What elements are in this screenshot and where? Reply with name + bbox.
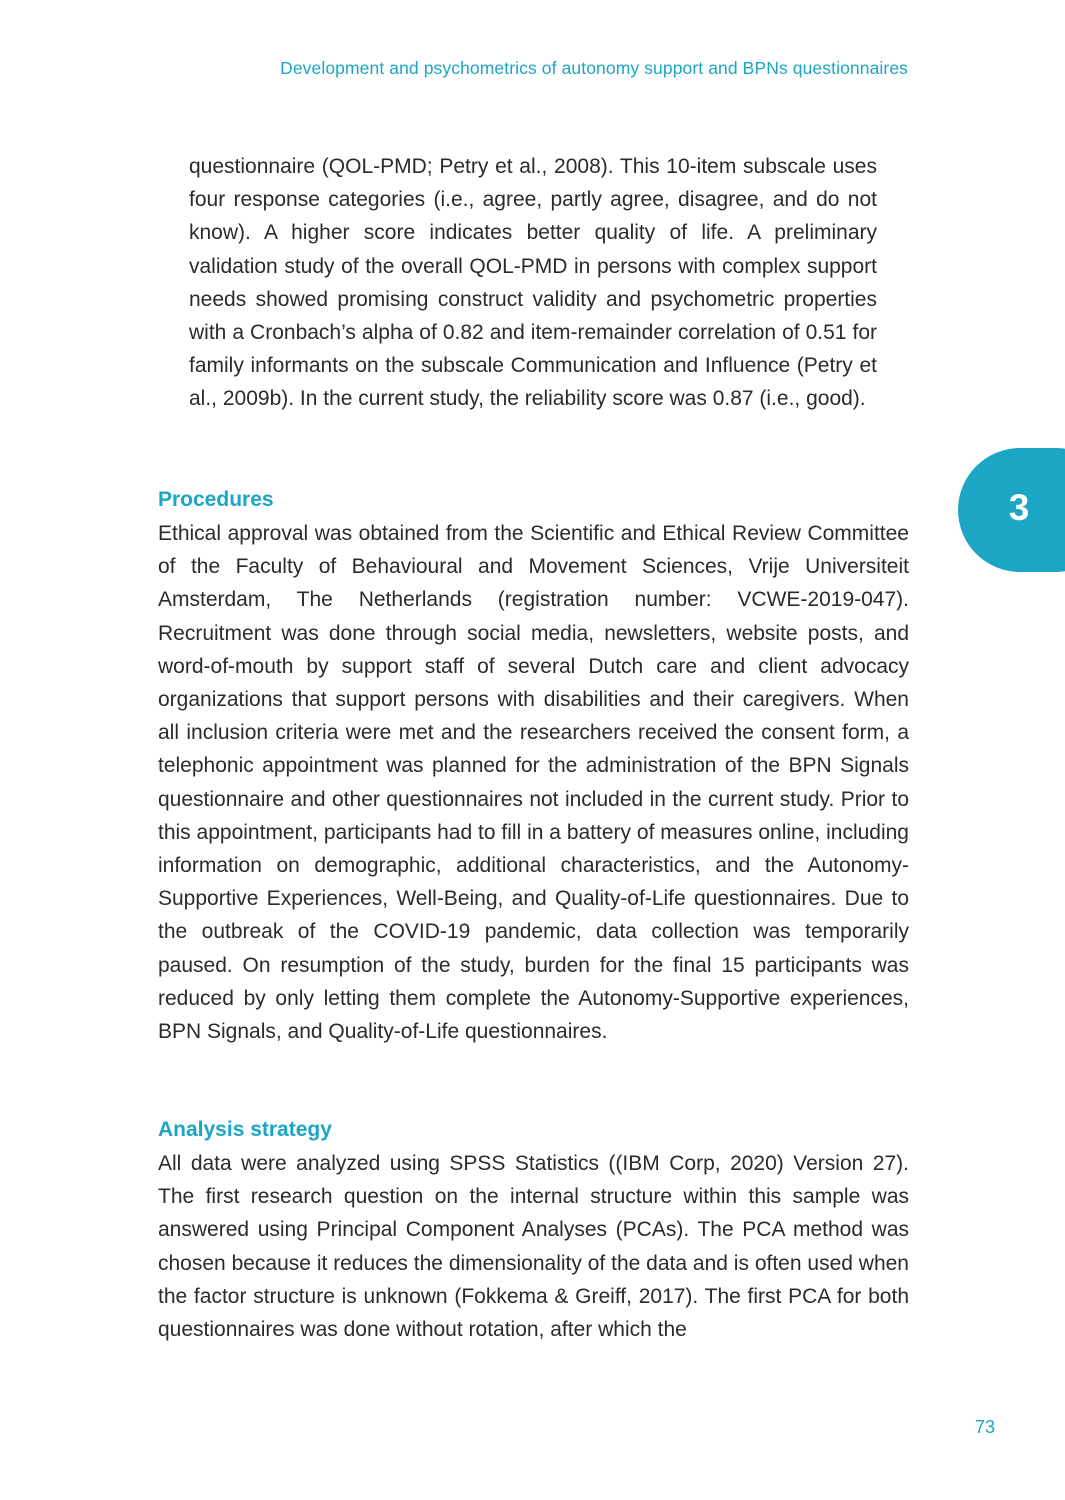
- qol-paragraph: questionnaire (QOL-PMD; Petry et al., 2008). This 10-item subscale uses four response categories (i.e., agree, partly agree, disagree, and do not know). A higher score indicates better quality of life. A preliminary validation study of the overall QOL-PMD in persons with complex support needs showed promising construct validity and psychometric properties with a Cronbach’s alpha of 0.82 and item-remainder correlation of 0.51 for family informants on the subscale Communication and Influence (Petry et al., 2009b). In the current study, the reliability score was 0.87 (i.e., good).: [189, 155, 877, 411]
- procedures-heading: Procedures: [158, 488, 274, 511]
- running-header: Development and psychometrics of autonomy support and BPNs questionnaires: [280, 58, 908, 78]
- analysis-strategy-paragraph: All data were analyzed using SPSS Statistics ((IBM Corp, 2020) Version 27). The first research question on the internal structure within this sample was answered using Principal Component Analyses (PCAs). The PCA method was chosen because it reduces the dimensionality of the data and is often used when the factor structure is unknown (Fokkema & Greiff, 2017). The first PCA for both questionnaires was done without rotation, after which the: [158, 1152, 909, 1342]
- analysis-strategy-heading: Analysis strategy: [158, 1118, 332, 1141]
- procedures-paragraph: Ethical approval was obtained from the Scientific and Ethical Review Committee of the Faculty of Behavioural and Movement Sciences, Vrije Universiteit Amsterdam, The Netherlands (registration number: VCWE-2019-047). Recruitment was done through social media, newsletters, website posts, and word-of-mouth by support staff of several Dutch care and client advocacy organizations that support persons with disabilities and their caregivers. When all inclusion criteria were met and the researchers received the consent form, a telephonic appointment was planned for the administration of the BPN Signals questionnaire and other questionnaires not included in the current study. Prior to this appointment, participants had to fill in a battery of measures online, including information on demographic, additional characteristics, and the Autonomy-Supportive Experiences, Well-Being, and Quality-of-Life questionnaires. Due to the outbreak of the COVID-19 pandemic, data collection was temporarily paused. On resumption of the study, burden for the final 15 participants was reduced by only letting them complete the Autonomy-Supportive experiences, BPN Signals, and Quality-of-Life questionnaires.: [158, 522, 909, 1044]
- chapter-number: 3: [1008, 487, 1030, 528]
- page-number: 73: [975, 1417, 996, 1437]
